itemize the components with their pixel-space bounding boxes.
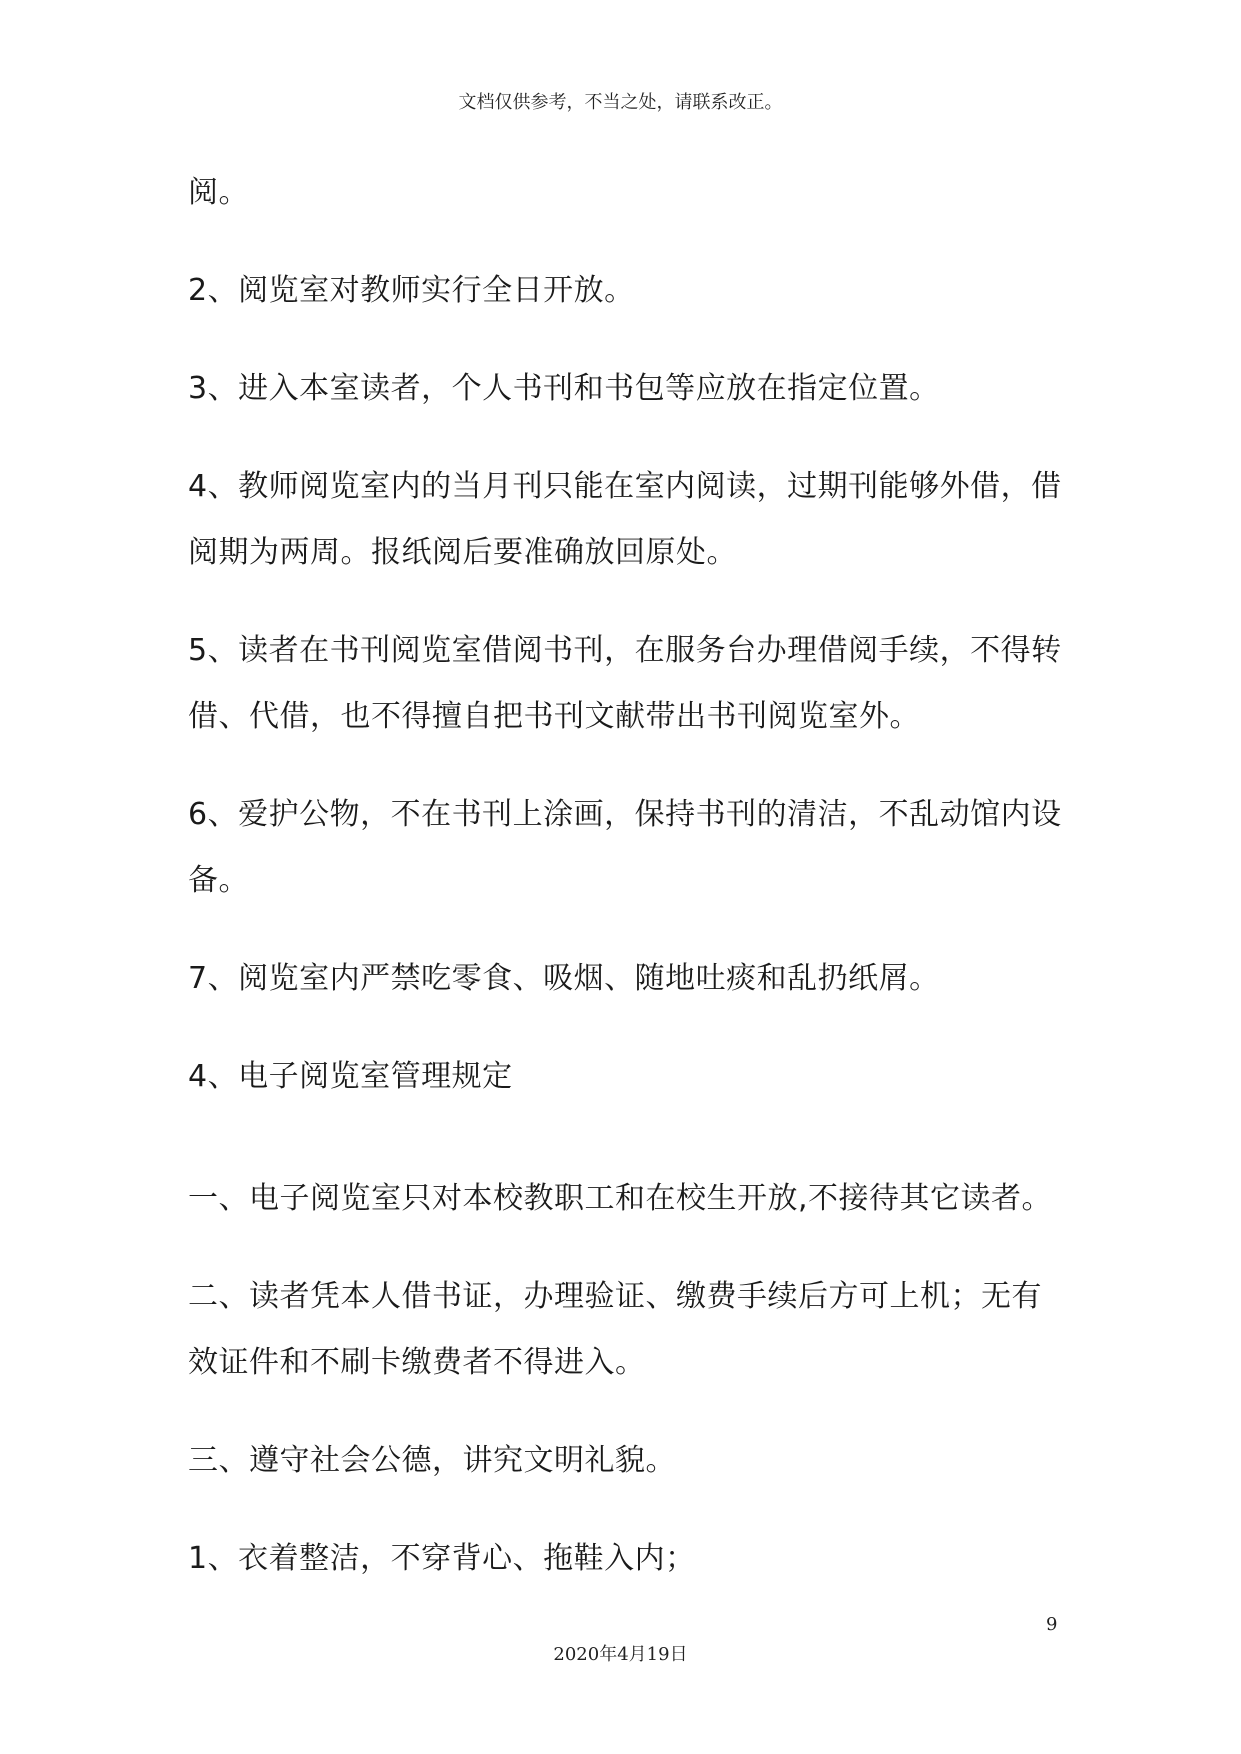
paragraph-rule-4: 4、教师阅览室内的当月刊只能在室内阅读，过期刊能够外借，借阅期为两周。报纸阅后要准确放回原处。 — [188, 469, 1062, 570]
paragraph-clause-3: 三、遵守社会公德，讲究文明礼貌。 — [188, 1443, 676, 1478]
page-header-note: 文档仅供参考，不当之处，请联系改正。 — [458, 92, 783, 113]
paragraph-subrule-1: 1、衣着整洁，不穿背心、拖鞋入内； — [188, 1541, 696, 1576]
paragraph-rule-5: 5、读者在书刊阅览室借阅书刊，在服务台办理借阅手续，不得转借、代借，也不得擅自把书刊文献带出书刊阅览室外。 — [188, 633, 1062, 734]
paragraph-rule-3: 3、进入本室读者，个人书刊和书包等应放在指定位置。 — [188, 371, 940, 406]
paragraph-rule-2: 2、阅览室对教师实行全日开放。 — [188, 273, 635, 308]
section-heading: 4、电子阅览室管理规定 — [188, 1059, 513, 1094]
paragraph-clause-2: 二、读者凭本人借书证，办理验证、缴费手续后方可上机；无有效证件和不刷卡缴费者不得进入。 — [188, 1279, 1042, 1380]
paragraph-continuation: 阅。 — [188, 175, 249, 210]
page-date: 2020年4月19日 — [553, 1644, 688, 1665]
paragraph-clause-1: 一、电子阅览室只对本校教职工和在校生开放,不接待其它读者。 — [188, 1181, 1053, 1216]
paragraph-rule-6: 6、爱护公物，不在书刊上涂画，保持书刊的清洁，不乱动馆内设备。 — [188, 797, 1062, 898]
page-number: 9 — [1046, 1614, 1058, 1635]
paragraph-rule-7: 7、阅览室内严禁吃零食、吸烟、随地吐痰和乱扔纸屑。 — [188, 961, 940, 996]
document-body — [188, 160, 1068, 1624]
